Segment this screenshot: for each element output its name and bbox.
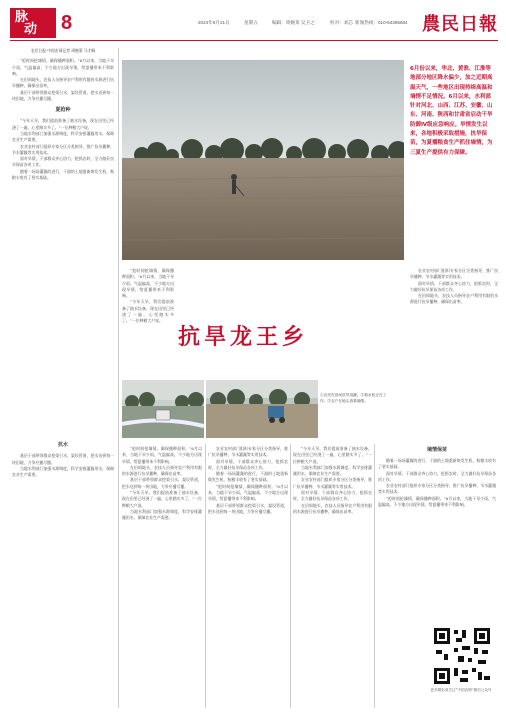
paragraph: “抢时间抢墒情，确保播种面积。”6月以来，当地干旱少雨，气温偏高，不少地方出现旱情，给夏播带来不利影响。 [122, 446, 202, 464]
masthead [10, 6, 498, 38]
article-column-3 [410, 268, 498, 448]
paragraph: “今年天旱，我们提前准备了抽水设备，现在田里已经浇了一遍，心里踏实多了。”一位种粮大户说。 [293, 446, 372, 464]
paragraph: “抢时间抢墒情，确保播种面积。”6月以来，当地干旱少雨，气温偏高，不少地方出现旱情，给夏播带来不利影响。 [208, 483, 288, 502]
article-column-6 [293, 446, 372, 708]
article-column-4 [122, 446, 202, 708]
news-hotline: 新闻热线：010-84395684 [355, 20, 408, 25]
section-subhead: 墒情保苗 [426, 447, 447, 453]
headline: 抗旱龙王乡 [178, 325, 309, 350]
photo-irrigation [122, 380, 204, 438]
paragraph: 随着一场场灌溉的进行，干涸的土地重新焕发生机，秋粮丰收有了坚实基础。 [378, 458, 496, 470]
paragraph: 在田间地头，农技人员指导农户利用有限的水源进行抗旱播种，确保出苗率。 [12, 77, 114, 89]
paragraph: 农业农村部门组织专家分区分类指导，推广抗旱播种、节水灌溉等实用技术。 [293, 477, 372, 489]
paragraph: 面对旱情，干部群众齐心协力，抢抓农时，全力做好抗旱保苗各项工作。 [293, 490, 372, 502]
article-column-1 [12, 48, 114, 708]
proof-credit: 校对：刘芯 [330, 20, 353, 25]
paragraph: 面对旱情，干部群众齐心协力，抢抓农时，全力做好抗旱保苗各项工作。 [378, 470, 496, 482]
irrigation-photo [122, 380, 204, 438]
section-subhead: 抗水 [57, 442, 68, 449]
paragraph: 随着一场场灌溉的进行，干涸的土地重新焕发生机，秋粮丰收有了坚实基础。 [208, 471, 288, 483]
section-tag-line2: 动 [24, 22, 38, 37]
paragraph: 基层干部带领群众挖渠引水，架设管道，把水送到每一块田地，力争应播尽播。 [208, 502, 288, 514]
page-number: 8 [61, 12, 73, 34]
qr-code-icon [432, 626, 492, 686]
paragraph: “抢时间抢墒情，确保播种面积。”6月以来，当地干旱少雨，气温偏高，不少地方出现旱情，给夏播带来不利影响。 [122, 268, 174, 299]
paragraph: 随着一场场灌溉的进行，干涸的土地重新焕发生机，秋粮丰收有了坚实基础。 [12, 168, 114, 181]
issue-weekday: 星期五 [244, 20, 258, 25]
paragraph: 基层干部带领群众挖渠引水，架设管道，把水送到每一块田地，力争应播尽播。 [12, 89, 114, 102]
photo-tractor [206, 380, 318, 438]
paragraph: “今年天旱，我们提前准备了抽水设备，现在田里已经浇了一遍，心里踏实多了。”一位种粮大户说。 [122, 490, 202, 508]
paragraph: 基层干部带领群众挖渠引水，架设管道，把水送到每一块田地，力争应播尽播。 [122, 477, 202, 489]
issue-date: 2024年6月21日 [198, 20, 230, 25]
lead-text: 6月份以来，华北、黄淮、江淮等地部分地区降水偏少，加之近期高温天气，一些地区出现持续高温和墒情不足情况。6月以来，水利部针对河北、山西、江苏、安徽、山东、河南、陕西和甘肃省启动干旱防御Ⅳ级应急响应。旱情发生以来，各地积极采取措施，抗旱保苗，为夏播粮食生产抓住墒情，为三夏生产提供有力保障。 [410, 66, 493, 156]
column-divider [374, 444, 375, 708]
paragraph: 农业农村部门组织专家分区分类指导，推广抗旱播种、节水灌溉等实用技术。 [410, 268, 498, 280]
editor-credit: 编辑：周婉莱 吴卫之 [272, 20, 315, 25]
qr-code[interactable] [432, 626, 492, 686]
paragraph: 在田间地头，农技人员指导农户利用有限的水源进行抗旱播种，确保出苗率。 [293, 502, 372, 514]
qr-caption: 更多精彩请关注“中国农网”微信公众号 [430, 688, 492, 692]
article-column-5 [208, 446, 288, 708]
paragraph: “今年天旱，我们提前准备了抽水设备，现在田里已经浇了一遍，心里踏实多了。”一位种粮大户说。 [122, 299, 174, 324]
paragraph: 在田间地头，农技人员指导农户利用有限的水源进行抗旱播种，确保出苗率。 [122, 464, 202, 477]
paragraph: 当地水利部门加强水源调度，科学安排灌溉用水，保障农业生产需要。 [12, 465, 114, 478]
paragraph: 农业农村部门组织专家分区分类指导，推广抗旱播种、节水灌溉等实用技术。 [378, 483, 496, 495]
main-photo [122, 60, 404, 260]
paragraph: “抢时间抢墒情，确保播种面积。”6月以来，当地干旱少雨，气温偏高，不少地方出现旱情，给夏播带来不利影响。 [378, 495, 496, 508]
tractor-photo [206, 380, 318, 438]
paragraph: “抢时间抢墒情，确保播种面积。”6月以来，当地干旱少雨，气温偏高，不少地方出现旱情，给夏播带来不利影响。 [12, 58, 114, 76]
paragraph: 基层干部带领群众挖渠引水，架设管道，把水送到每一块田地，力争应播尽播。 [12, 453, 114, 465]
newspaper-logo: 農民日報 [422, 14, 498, 35]
section-tag-line1: 脉 [15, 10, 29, 25]
section-subhead: 夏抢种 [55, 107, 71, 114]
paragraph: 农业农村部门组织专家分区分类指导，推广抗旱播种、节水灌溉等实用技术。 [12, 143, 114, 155]
column-divider [205, 444, 206, 708]
byline: 农民日报·中国农网记者 周婉莱 马才顺 [30, 48, 96, 53]
photo-caption: ①农民在田间抗旱浇灌。②抽水机正在工作。③农户在地头查看墒情。 [320, 393, 387, 403]
paragraph: 当地水利部门加强水源调度，科学安排灌溉用水，保障农业生产需要。 [12, 130, 114, 143]
paragraph: 在田间地头，农技人员指导农户利用有限的水源进行抗旱播种，确保出苗率。 [410, 293, 498, 305]
paragraph: 面对旱情，干部群众齐心协力，抢抓农时，全力做好抗旱保苗各项工作。 [208, 458, 288, 470]
article-column-7 [378, 446, 496, 622]
column-divider [290, 444, 291, 708]
paragraph: 面对旱情，干部群众齐心协力，抢抓农时，全力做好抗旱保苗各项工作。 [410, 280, 498, 292]
paragraph: 面对旱情，干部群众齐心协力，抢抓农时，全力做好抗旱保苗各项工作。 [12, 156, 114, 168]
article-column-2 [122, 268, 174, 380]
paragraph: 当地水利部门加强水源调度，科学安排灌溉用水，保障农业生产需要。 [293, 464, 372, 477]
masthead-rule [10, 40, 498, 41]
drought-field-photo [122, 60, 404, 260]
paragraph: 农业农村部门组织专家分区分类指导，推广抗旱播种、节水灌溉等实用技术。 [208, 446, 288, 458]
column-divider [118, 48, 119, 708]
section-tag [10, 8, 56, 38]
paragraph: 当地水利部门加强水源调度，科学安排灌溉用水，保障农业生产需要。 [122, 508, 202, 521]
paragraph: “今年天旱，我们提前准备了抽水设备，现在田里已经浇了一遍，心里踏实多了。”一位种粮大户说。 [12, 118, 114, 130]
